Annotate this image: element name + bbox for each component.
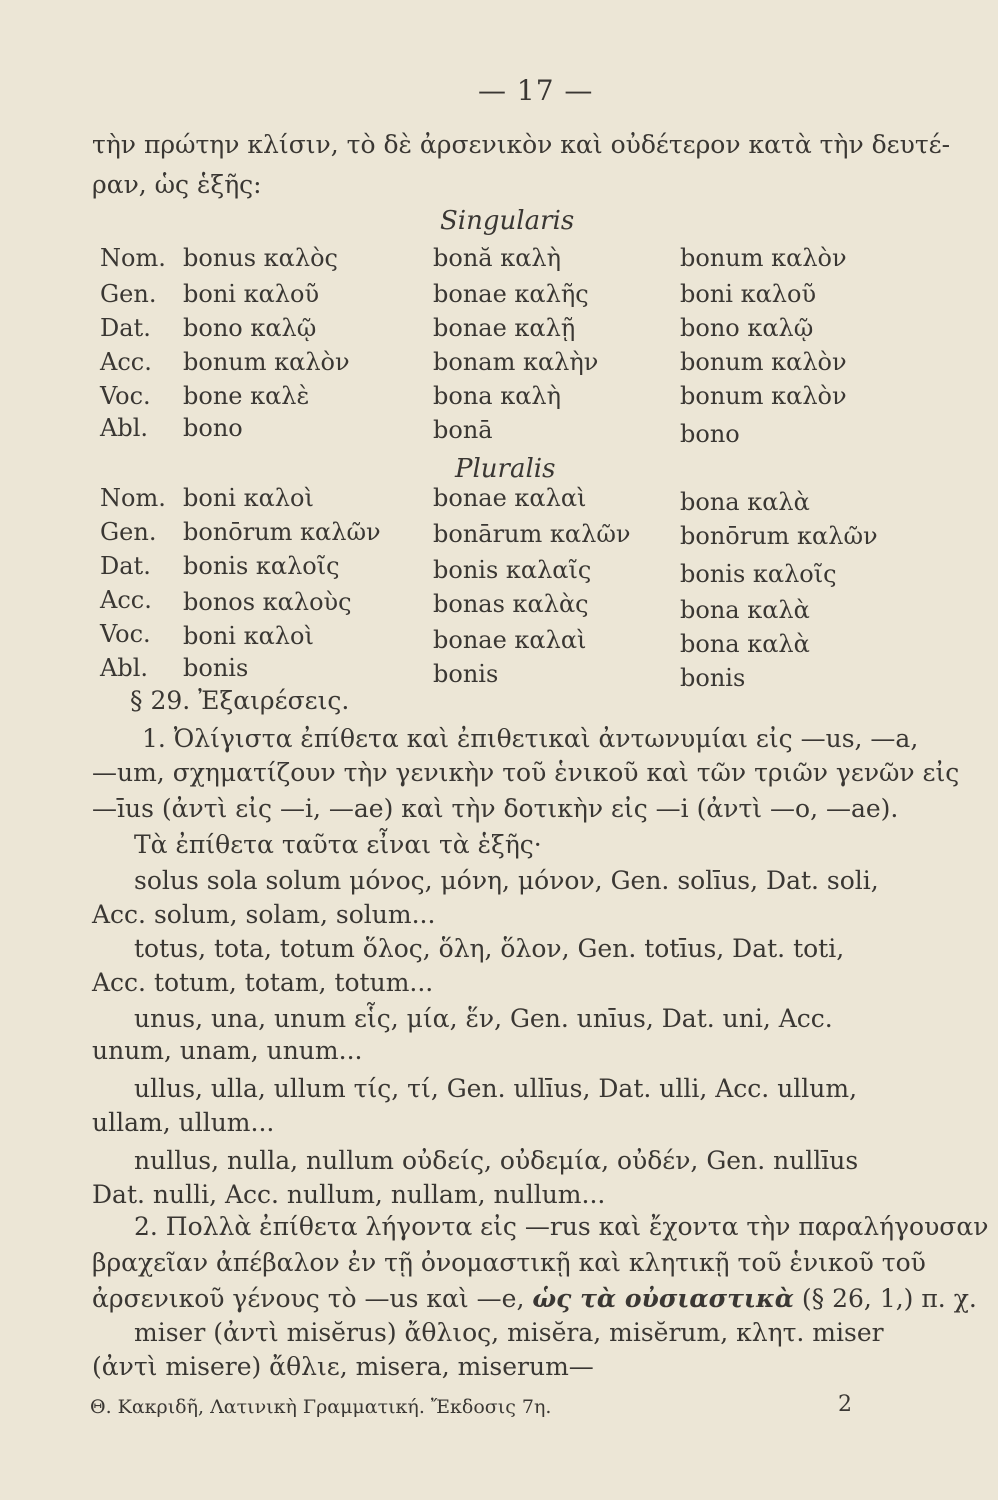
body-line: unum, unam, unum... [92, 1036, 363, 1065]
feminine-form: bonă καλὴ [433, 244, 562, 272]
neuter-form: boni καλοῦ [680, 280, 817, 308]
emphasis-text: ὡς τὰ οὐσιαστικὰ [532, 1284, 794, 1313]
case-label: Acc. [100, 586, 152, 614]
case-label: Abl. [100, 414, 148, 442]
body-line: —um, σχηματίζουν τὴν γενικὴν τοῦ ἑνικοῦ καὶ τῶν τριῶν γενῶν εἰς [92, 758, 960, 787]
feminine-form: bonārum καλῶν [433, 520, 631, 548]
masculine-form: bonis καλοῖς [183, 552, 340, 580]
neuter-form: bono καλῷ [680, 314, 814, 342]
case-label: Dat. [100, 314, 151, 342]
body-line: βραχεῖαν ἀπέβαλον ἐν τῇ ὀνομαστικῇ καὶ κλητικῇ τοῦ ἑνικοῦ τοῦ [92, 1248, 926, 1277]
body-line: 1. Ὀλίγιστα ἐπίθετα καὶ ἐπιθετικαὶ ἀντωνυμίαι εἰς —us, —a, [142, 724, 919, 753]
body-line: 2. Πολλὰ ἐπίθετα λήγοντα εἰς —rus καὶ ἔχοντα τὴν παραλήγουσαν [134, 1212, 989, 1241]
masculine-form: bono καλῷ [183, 314, 317, 342]
body-line: ullam, ullum... [92, 1108, 275, 1137]
case-label: Abl. [100, 654, 148, 682]
masculine-form: boni καλοῦ [183, 280, 320, 308]
case-label: Gen. [100, 280, 157, 308]
body-line: ullus, ulla, ullum τίς, τί, Gen. ullīus, Dat. ulli, Acc. ullum, [134, 1074, 858, 1103]
neuter-form: bonōrum καλῶν [680, 522, 878, 550]
feminine-form: bonis καλαῖς [433, 556, 592, 584]
feminine-form: bonā [433, 416, 493, 444]
intro-line-1: τὴν πρώτην κλίσιν, τὸ δὲ ἀρσενικὸν καὶ οὐδέτερον κατὰ τὴν δευτέ- [92, 130, 951, 159]
neuter-form: bona καλὰ [680, 596, 810, 624]
masculine-form: bonus καλὸς [183, 244, 338, 272]
feminine-form: bonas καλὰς [433, 590, 589, 618]
case-label: Dat. [100, 552, 151, 580]
case-label: Voc. [100, 620, 151, 648]
body-line: Acc. totum, totam, totum... [92, 968, 434, 997]
case-label: Acc. [100, 348, 152, 376]
section-heading-text: § 29. Ἐξαιρέσεις. [130, 686, 350, 715]
neuter-form: bonum καλὸν [680, 244, 847, 272]
intro-line-2: ραν, ὡς ἑξῆς: [92, 170, 262, 199]
neuter-form: bonis [680, 664, 746, 692]
body-line: totus, tota, totum ὅλος, ὅλη, ὅλον, Gen. totīus, Dat. toti, [134, 934, 845, 963]
feminine-form: bonis [433, 660, 499, 688]
body-line: Τὰ ἐπίθετα ταῦτα εἶναι τὰ ἑξῆς· [134, 830, 542, 859]
singular-heading: Singularis [440, 206, 575, 236]
neuter-form: bonum καλὸν [680, 348, 847, 376]
section-heading [130, 686, 349, 715]
text-end: (§ 26, 1,) π. χ. [793, 1284, 977, 1313]
feminine-form: bonae καλῇ [433, 314, 576, 342]
masculine-form: bonōrum καλῶν [183, 518, 381, 546]
masculine-form: bonis [183, 654, 249, 682]
neuter-form: bona καλὰ [680, 488, 810, 516]
body-line-with-emphasis [92, 1284, 977, 1313]
body-line: solus sola solum μόνος, μόνη, μόνον, Gen. solīus, Dat. soli, [134, 866, 879, 895]
body-line: (ἀντὶ misere) ἄθλιε, misera, miserum— [92, 1352, 594, 1381]
neuter-form: bonis καλοῖς [680, 560, 837, 588]
feminine-form: bonae καλαὶ [433, 484, 587, 512]
body-line: unus, una, unum εἷς, μία, ἕν, Gen. unīus, Dat. uni, Acc. [134, 1004, 833, 1033]
feminine-form: bonae καλῆς [433, 280, 589, 308]
masculine-form: bonos καλοὺς [183, 588, 352, 616]
masculine-form: bono [183, 414, 243, 442]
feminine-form: bonae καλαὶ [433, 626, 587, 654]
body-line: —īus (ἀντὶ εἰς —i, —ae) καὶ τὴν δοτικὴν εἰς —i (ἀντὶ —o, —ae). [92, 794, 899, 823]
case-label: Nom. [100, 244, 166, 272]
case-label: Gen. [100, 518, 157, 546]
body-line: Dat. nulli, Acc. nullum, nullam, nullum... [92, 1180, 606, 1209]
body-line: miser (ἀντὶ misĕrus) ἄθλιος, misĕra, misĕrum, κλητ. miser [134, 1318, 884, 1347]
case-label: Voc. [100, 382, 151, 410]
case-label: Nom. [100, 484, 166, 512]
body-line: Acc. solum, solam, solum... [92, 900, 436, 929]
page-number: — 17 — [478, 74, 594, 107]
neuter-form: bona καλὰ [680, 630, 810, 658]
feminine-form: bona καλὴ [433, 382, 562, 410]
masculine-form: bone καλὲ [183, 382, 310, 410]
masculine-form: bonum καλὸν [183, 348, 350, 376]
text-start: ἀρσενικοῦ γένους τὸ —us καὶ —e, [92, 1284, 533, 1313]
masculine-form: boni καλοὶ [183, 484, 314, 512]
body-line: nullus, nulla, nullum οὐδείς, οὐδεμία, οὐδέν, Gen. nullīus [134, 1146, 859, 1175]
feminine-form: bonam καλὴν [433, 348, 599, 376]
signature-mark: 2 [838, 1392, 852, 1417]
neuter-form: bono [680, 420, 740, 448]
neuter-form: bonum καλὸν [680, 382, 847, 410]
plural-heading: Pluralis [455, 454, 556, 484]
masculine-form: boni καλοὶ [183, 622, 314, 650]
footer-text: Θ. Κακριδῆ, Λατινικὴ Γραμματική. Ἔκδοσις 7η. [90, 1396, 552, 1418]
